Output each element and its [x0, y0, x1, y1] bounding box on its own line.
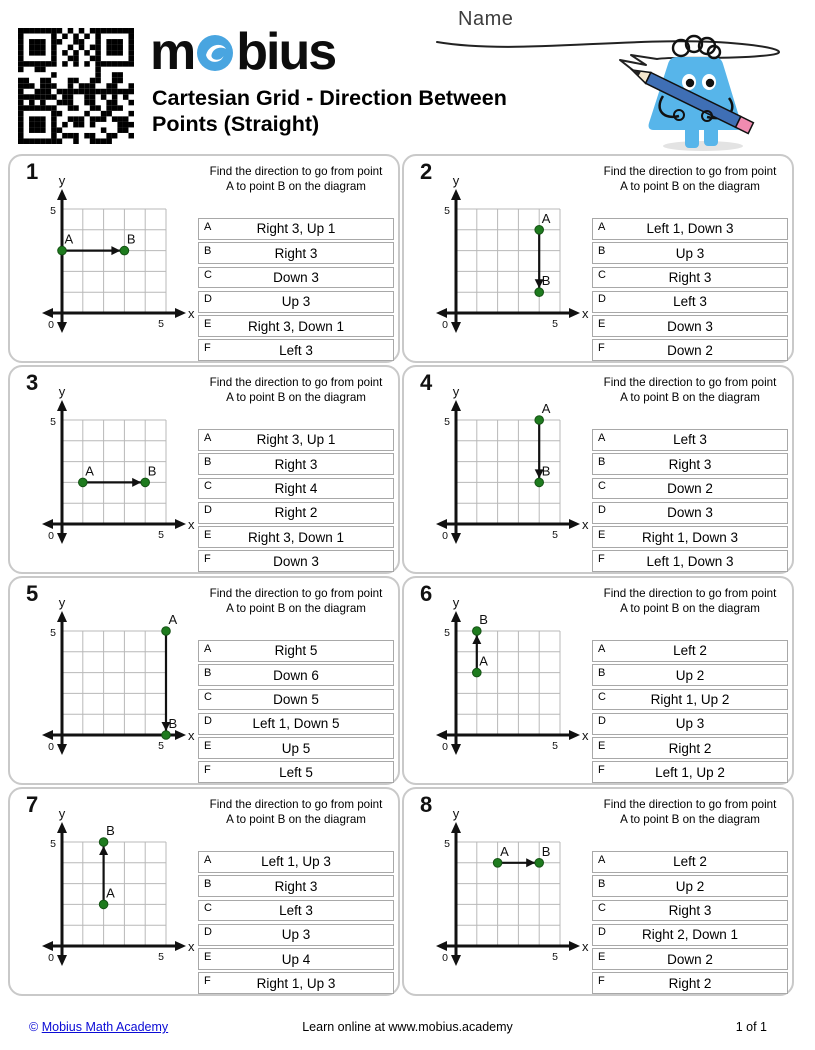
svg-text:5: 5: [444, 838, 450, 850]
option-row: [592, 453, 788, 475]
cartesian-grid-diagram: [24, 802, 200, 970]
options-list: [592, 640, 788, 783]
option-row: [198, 339, 394, 361]
svg-text:0: 0: [442, 952, 448, 964]
problem-number: 5: [26, 581, 39, 606]
option-text: Right 3: [274, 456, 318, 472]
option-row: [198, 948, 394, 970]
option-letter: F: [598, 974, 605, 987]
question-text: Find the direction to go from point A to point B on the diagram: [603, 165, 777, 194]
option-text: Right 1, Up 3: [256, 975, 336, 991]
option-letter: F: [204, 763, 211, 776]
option-letter: E: [204, 317, 212, 330]
logo-text-post: bius: [236, 23, 336, 81]
option-row: [198, 972, 394, 994]
question-text: Find the direction to go from point A to point B on the diagram: [603, 587, 777, 616]
option-row: [198, 242, 394, 264]
options-list: [198, 851, 394, 994]
option-row: [592, 664, 788, 686]
problem-card: [402, 154, 794, 363]
option-row: [592, 924, 788, 946]
svg-text:5: 5: [158, 951, 164, 963]
svg-text:0: 0: [442, 319, 448, 331]
problem-right-column: [592, 795, 788, 994]
svg-text:A: A: [479, 653, 488, 669]
option-letter: A: [598, 642, 606, 655]
cartesian-grid-diagram: [418, 380, 594, 548]
option-row: [592, 291, 788, 313]
option-letter: F: [204, 974, 211, 987]
option-letter: C: [598, 269, 606, 282]
question-text: Find the direction to go from point A to point B on the diagram: [209, 798, 383, 827]
problem-card: [8, 365, 400, 574]
svg-text:5: 5: [444, 416, 450, 428]
option-text: Up 2: [675, 667, 705, 683]
option-text: Right 3, Down 1: [247, 318, 345, 334]
svg-text:5: 5: [552, 318, 558, 330]
problem-card: [402, 365, 794, 574]
svg-text:A: A: [541, 401, 551, 416]
option-row: [198, 291, 394, 313]
option-text: Left 5: [279, 764, 313, 780]
problem-right-column: [198, 162, 394, 361]
option-letter: F: [204, 552, 211, 565]
option-letter: C: [598, 480, 606, 493]
svg-text:5: 5: [552, 529, 558, 541]
cartesian-grid-diagram: [418, 802, 594, 970]
question-text: Find the direction to go from point A to point B on the diagram: [603, 798, 777, 827]
option-row: [198, 315, 394, 337]
option-letter: B: [598, 877, 606, 890]
svg-text:y: y: [58, 173, 66, 188]
cartesian-grid-diagram: [418, 591, 594, 759]
svg-text:B: B: [541, 843, 551, 859]
option-letter: A: [204, 431, 212, 444]
option-letter: E: [598, 528, 606, 541]
svg-text:y: y: [58, 384, 66, 399]
svg-text:0: 0: [442, 741, 448, 753]
svg-text:5: 5: [158, 529, 164, 541]
option-row: [198, 267, 394, 289]
worksheet-title: Cartesian Grid - Direction Between Points (Straight): [152, 86, 507, 136]
option-row: [592, 218, 788, 240]
option-letter: B: [598, 455, 606, 468]
option-text: Up 4: [281, 951, 311, 967]
option-letter: D: [598, 926, 606, 939]
problem-number: 8: [420, 792, 433, 817]
options-list: [592, 429, 788, 572]
svg-text:B: B: [541, 463, 551, 479]
option-row: [198, 502, 394, 524]
option-letter: F: [598, 763, 605, 776]
option-letter: B: [204, 455, 212, 468]
option-letter: C: [204, 480, 212, 493]
svg-text:x: x: [188, 306, 195, 321]
svg-text:x: x: [582, 306, 589, 321]
cartesian-grid-diagram: [24, 591, 200, 759]
option-text: Left 1, Down 3: [646, 553, 734, 569]
svg-text:0: 0: [48, 319, 54, 331]
cartesian-grid-diagram: [24, 380, 200, 548]
options-list: [592, 218, 788, 361]
option-row: [592, 339, 788, 361]
problem-right-column: [592, 162, 788, 361]
svg-text:5: 5: [50, 838, 56, 850]
option-text: Right 1, Down 3: [641, 529, 739, 545]
option-letter: E: [598, 950, 606, 963]
option-text: Right 3, Up 1: [256, 221, 336, 237]
svg-text:x: x: [582, 517, 589, 532]
svg-text:5: 5: [158, 318, 164, 330]
svg-text:5: 5: [444, 627, 450, 639]
option-letter: A: [204, 220, 212, 233]
cartesian-grid-diagram: [24, 169, 200, 337]
problem-card: [402, 787, 794, 996]
option-text: Down 2: [667, 342, 713, 358]
option-row: [198, 761, 394, 783]
options-list: [198, 640, 394, 783]
option-text: Up 2: [675, 878, 705, 894]
option-row: [592, 713, 788, 735]
option-text: Right 3: [668, 456, 712, 472]
problem-card: [8, 787, 400, 996]
option-text: Right 3: [274, 878, 318, 894]
option-row: [198, 478, 394, 500]
option-text: Left 3: [673, 432, 707, 448]
svg-text:5: 5: [552, 951, 558, 963]
svg-text:5: 5: [444, 205, 450, 217]
option-letter: B: [204, 244, 212, 257]
option-text: Right 2: [668, 740, 712, 756]
svg-text:0: 0: [48, 952, 54, 964]
option-text: Left 3: [673, 294, 707, 310]
svg-text:y: y: [452, 595, 460, 610]
logo-text-pre: m: [150, 23, 195, 81]
problem-number: 7: [26, 792, 39, 817]
option-text: Left 1, Up 3: [261, 854, 331, 870]
option-row: [198, 453, 394, 475]
option-letter: B: [204, 877, 212, 890]
problem-card: [8, 576, 400, 785]
problem-right-column: [592, 584, 788, 783]
svg-text:A: A: [106, 885, 115, 901]
option-letter: E: [204, 528, 212, 541]
svg-text:B: B: [126, 231, 136, 247]
name-label: Name: [458, 8, 514, 30]
options-list: [198, 218, 394, 361]
problem-number: 6: [420, 581, 433, 606]
option-letter: E: [598, 317, 606, 330]
option-row: [592, 478, 788, 500]
logo-droplet-icon: [195, 32, 235, 72]
svg-text:0: 0: [48, 530, 54, 542]
option-row: [198, 526, 394, 548]
option-row: [198, 664, 394, 686]
problem-card: [8, 154, 400, 363]
option-letter: E: [204, 950, 212, 963]
option-letter: F: [598, 552, 605, 565]
problem-right-column: [198, 584, 394, 783]
option-letter: D: [204, 504, 212, 517]
option-text: Right 3: [668, 269, 712, 285]
option-letter: A: [598, 853, 606, 866]
option-letter: C: [598, 902, 606, 915]
mobius-logo: [150, 22, 335, 82]
svg-text:x: x: [188, 728, 195, 743]
option-text: Up 3: [675, 245, 705, 261]
svg-text:5: 5: [50, 416, 56, 428]
problem-number: 2: [420, 159, 433, 184]
svg-text:5: 5: [552, 740, 558, 752]
option-text: Right 3: [668, 902, 712, 918]
mobius-academy-link[interactable]: Mobius Math Academy: [41, 1020, 169, 1034]
options-list: [198, 429, 394, 572]
svg-text:x: x: [582, 728, 589, 743]
svg-text:x: x: [582, 939, 589, 954]
option-letter: A: [204, 853, 212, 866]
option-letter: B: [598, 244, 606, 257]
option-text: Right 3, Up 1: [256, 432, 336, 448]
option-letter: C: [204, 902, 212, 915]
option-row: [592, 315, 788, 337]
svg-text:A: A: [64, 231, 74, 247]
svg-text:B: B: [168, 716, 178, 731]
option-row: [592, 242, 788, 264]
option-row: [198, 550, 394, 572]
option-row: [198, 429, 394, 451]
qr-code: [18, 28, 134, 144]
problem-number: 4: [420, 370, 433, 395]
svg-text:x: x: [188, 939, 195, 954]
question-text: Find the direction to go from point A to point B on the diagram: [209, 376, 383, 405]
option-text: Right 2: [668, 975, 712, 991]
svg-text:y: y: [452, 806, 460, 821]
option-row: [198, 924, 394, 946]
option-letter: C: [204, 269, 212, 282]
svg-text:A: A: [168, 612, 178, 627]
problem-number: 3: [26, 370, 39, 395]
page-number: 1 of 1: [735, 1020, 767, 1034]
option-letter: D: [204, 926, 212, 939]
option-text: Right 3: [274, 245, 318, 261]
option-letter: D: [204, 715, 212, 728]
option-text: Down 5: [273, 691, 319, 707]
svg-text:y: y: [452, 173, 460, 188]
option-text: Down 6: [273, 667, 319, 683]
option-text: Left 2: [673, 643, 707, 659]
svg-text:y: y: [452, 384, 460, 399]
option-letter: A: [598, 220, 606, 233]
option-letter: B: [598, 666, 606, 679]
svg-text:5: 5: [50, 205, 56, 217]
option-row: [592, 550, 788, 572]
option-text: Down 3: [667, 505, 713, 521]
option-row: [592, 689, 788, 711]
option-text: Left 2: [673, 854, 707, 870]
option-text: Up 3: [281, 927, 311, 943]
option-row: [198, 851, 394, 873]
option-text: Right 3, Down 1: [247, 529, 345, 545]
option-row: [592, 972, 788, 994]
svg-text:A: A: [85, 463, 94, 479]
option-text: Down 3: [273, 269, 319, 285]
option-letter: A: [598, 431, 606, 444]
question-text: Find the direction to go from point A to point B on the diagram: [209, 165, 383, 194]
svg-text:B: B: [106, 823, 115, 838]
option-text: Up 3: [281, 294, 311, 310]
footer-center-text: Learn online at www.mobius.academy: [302, 1020, 513, 1034]
cartesian-grid-diagram: [418, 169, 594, 337]
svg-text:B: B: [541, 273, 551, 289]
option-letter: C: [204, 691, 212, 704]
svg-text:A: A: [541, 210, 551, 226]
option-text: Up 3: [675, 716, 705, 732]
option-row: [198, 737, 394, 759]
problem-right-column: [198, 373, 394, 572]
problem-right-column: [198, 795, 394, 994]
svg-text:A: A: [500, 843, 509, 859]
option-row: [592, 900, 788, 922]
problems-grid: [8, 154, 794, 996]
option-letter: C: [598, 691, 606, 704]
option-text: Up 5: [281, 740, 311, 756]
problem-number: 1: [26, 159, 39, 184]
svg-text:5: 5: [50, 627, 56, 639]
svg-text:B: B: [147, 463, 157, 479]
option-letter: E: [204, 739, 212, 752]
question-text: Find the direction to go from point A to point B on the diagram: [209, 587, 383, 616]
option-row: [198, 900, 394, 922]
problem-right-column: [592, 373, 788, 572]
option-text: Right 5: [274, 643, 318, 659]
option-text: Right 2: [274, 505, 318, 521]
option-row: [198, 875, 394, 897]
question-text: Find the direction to go from point A to point B on the diagram: [603, 376, 777, 405]
option-text: Right 2, Down 1: [641, 927, 739, 943]
option-letter: D: [204, 293, 212, 306]
option-row: [592, 948, 788, 970]
mascot-character: [608, 12, 793, 152]
option-row: [592, 502, 788, 524]
option-text: Down 2: [667, 480, 713, 496]
option-text: Right 4: [274, 480, 318, 496]
option-text: Down 3: [273, 553, 319, 569]
option-row: [592, 640, 788, 662]
option-text: Down 3: [667, 318, 713, 334]
option-letter: D: [598, 293, 606, 306]
svg-text:y: y: [58, 595, 66, 610]
option-row: [592, 851, 788, 873]
option-text: Left 3: [279, 902, 313, 918]
option-text: Left 1, Down 3: [646, 221, 734, 237]
option-row: [198, 689, 394, 711]
option-letter: B: [204, 666, 212, 679]
option-text: Down 2: [667, 951, 713, 967]
option-letter: F: [598, 341, 605, 354]
option-letter: F: [204, 341, 211, 354]
option-text: Left 1, Down 5: [252, 716, 340, 732]
option-text: Left 3: [279, 342, 313, 358]
svg-text:y: y: [58, 806, 66, 821]
option-row: [198, 218, 394, 240]
svg-text:0: 0: [442, 530, 448, 542]
option-letter: D: [598, 715, 606, 728]
option-row: [592, 526, 788, 548]
option-row: [198, 640, 394, 662]
option-row: [592, 737, 788, 759]
copyright: © Mobius Math Academy: [29, 1020, 169, 1034]
option-row: [592, 429, 788, 451]
option-row: [592, 875, 788, 897]
svg-text:B: B: [479, 612, 488, 627]
problem-card: [402, 576, 794, 785]
svg-text:5: 5: [158, 740, 164, 752]
option-letter: E: [598, 739, 606, 752]
option-row: [592, 761, 788, 783]
option-text: Right 1, Up 2: [650, 691, 730, 707]
option-row: [592, 267, 788, 289]
svg-text:0: 0: [48, 741, 54, 753]
options-list: [592, 851, 788, 994]
option-letter: A: [204, 642, 212, 655]
option-letter: D: [598, 504, 606, 517]
option-text: Left 1, Up 2: [655, 764, 725, 780]
option-row: [198, 713, 394, 735]
svg-text:x: x: [188, 517, 195, 532]
